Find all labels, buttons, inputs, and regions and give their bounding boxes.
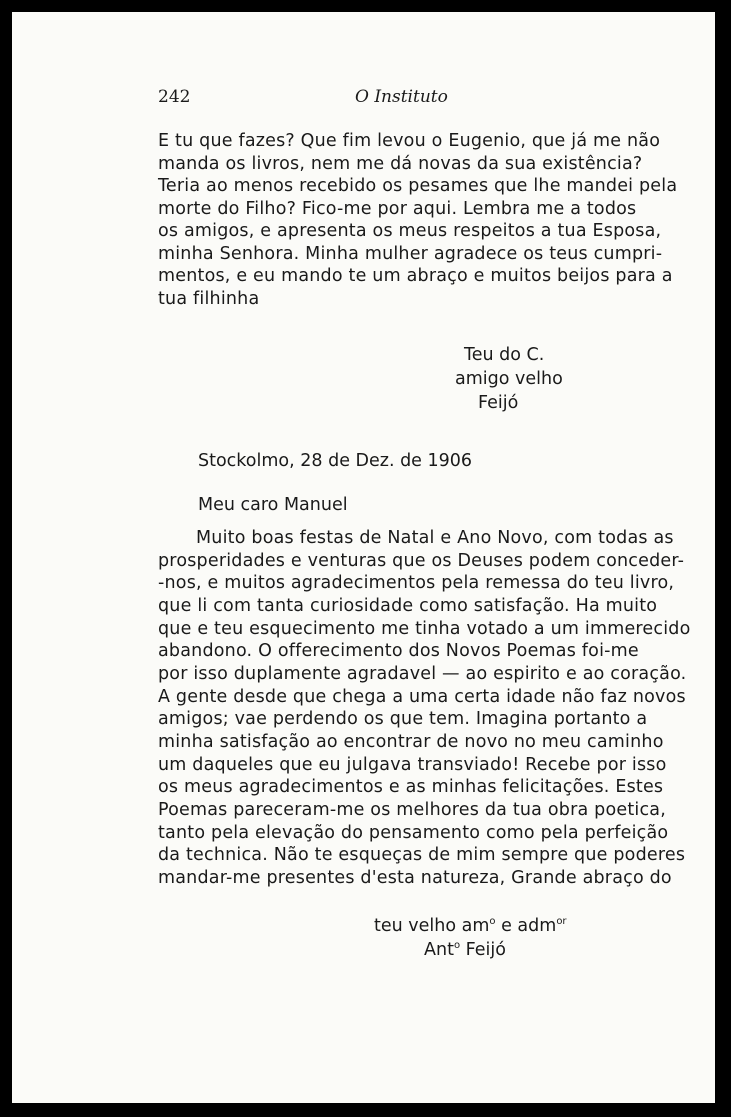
text-line: E tu que fazes? Que fim levou o Eugenio, que já me não [158,131,661,151]
superscript: o [489,916,496,927]
signature-line: Feijó [478,393,519,413]
superscript: or [556,916,567,927]
text-line: Muito boas festas de Natal e Ano Novo, com todas as [196,528,674,548]
page-number: 242 [158,87,191,107]
text-line: mentos, e eu mando te um abraço e muitos beijos para a [158,266,673,286]
text-line: prosperidades e venturas que os Deuses podem conceder- [158,550,685,571]
text-line: tanto pela elevação do pensamento como pela perfeição [158,822,669,843]
text-line: por isso duplamente agradavel — ao espirito e ao coração. [158,663,687,684]
letter-body [158,527,691,890]
superscript: o [453,940,461,951]
text-line: tua filhinha [158,288,260,309]
signature-text: Feijó [460,940,506,960]
letter-greeting: Meu caro Manuel [198,495,348,515]
text-line: Poemas pareceram-me os melhores da tua obra poetica, [158,799,666,820]
signature-line [374,914,567,938]
text-line: que e teu esquecimento me tinha votado a um immerecido [158,618,691,639]
signature-text: teu velho am [374,916,490,936]
second-signature [374,914,567,962]
text-line: que li com tanta curiosidade como satisfação. Ha muito [158,595,658,616]
page-header [12,87,715,111]
text-line: abandono. O offerecimento dos Novos Poemas foi-me [158,641,639,662]
text-line: manda os livros, nem me dá novas da sua existência? [158,153,643,174]
text-line: mandar-me presentes d'esta natureza, Grande abraço do [158,867,672,888]
text-line: os amigos, e apresenta os meus respeitos a tua Esposa, [158,221,662,241]
first-signature [455,343,563,415]
first-paragraph [158,130,678,310]
signature-line: Teu do C. [464,345,545,365]
text-line: Teria ao menos recebido os pesames que lhe mandei pela [158,176,678,196]
signature-line [424,938,567,962]
letter-dateline: Stockolmo, 28 de Dez. de 1906 [198,451,473,471]
text-line: da technica. Não te esqueças de mim sempre que poderes [158,845,686,866]
text-line: -nos, e muitos agradecimentos pela remessa do teu livro, [158,573,675,594]
text-line: um daqueles que eu julgava transviado! Recebe por isso [158,754,667,775]
text-line: minha satisfação ao encontrar de novo no meu caminho [158,731,664,752]
journal-title: O Instituto [355,87,448,107]
text-line: amigos; vae perdendo os que tem. Imagina portanto a [158,709,648,730]
document-page [12,12,715,1103]
text-line: os meus agradecimentos e as minhas felicitações. Estes [158,777,664,798]
text-line: morte do Filho? Fico-me por aqui. Lembra me a todos [158,198,637,219]
text-line: minha Senhora. Minha mulher agradece os teus cumpri- [158,243,663,264]
signature-line: amigo velho [455,369,563,389]
text-line: A gente desde que chega a uma certa idade não faz novos [158,686,686,707]
signature-text: e adm [495,916,557,936]
signature-text: Ant [424,940,454,960]
